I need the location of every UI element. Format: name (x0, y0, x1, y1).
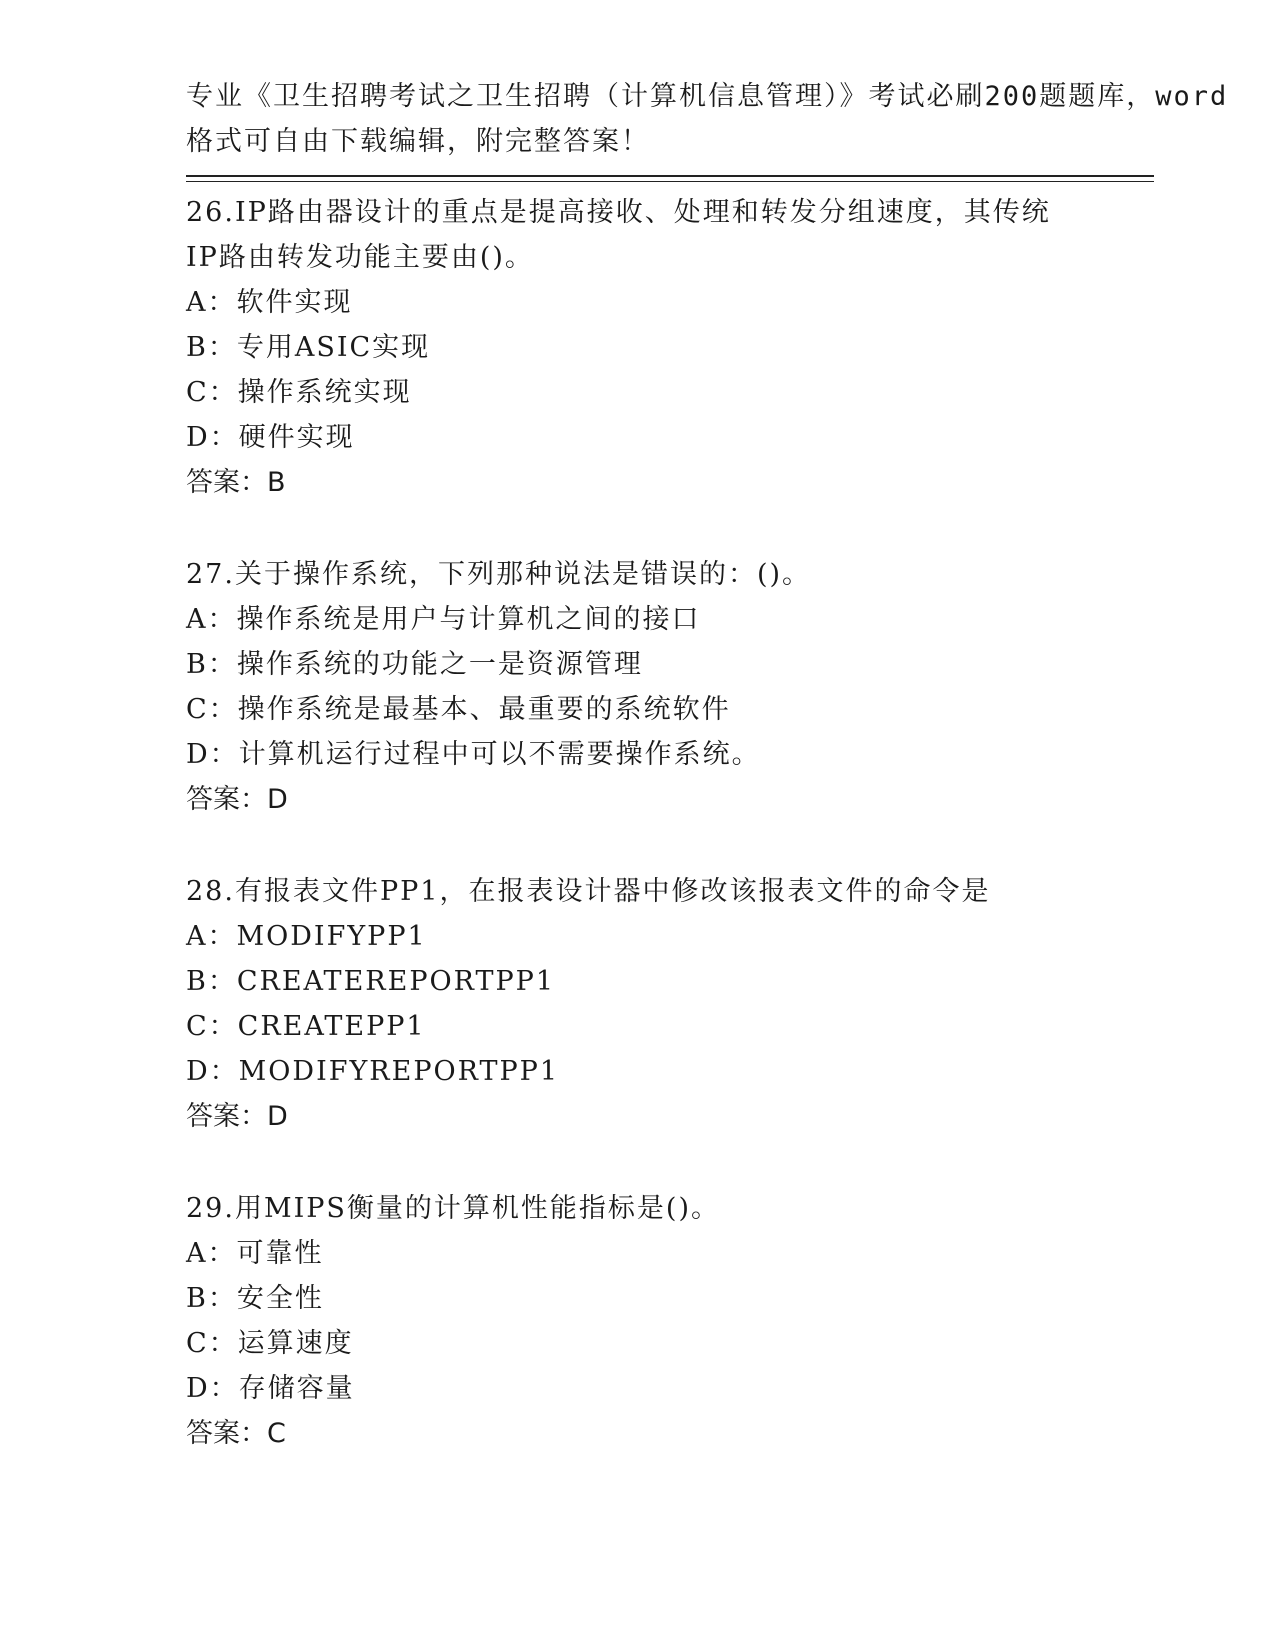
option-d: D：计算机运行过程中可以不需要操作系统。 (186, 739, 761, 770)
question-27 (186, 552, 1146, 822)
option-d: D：硬件实现 (186, 422, 355, 453)
header-line-2: 格式可自由下载编辑，附完整答案！ (186, 126, 650, 157)
header-rule-thin (186, 181, 1154, 182)
question-stem: 26.IP路由器设计的重点是提高接收、处理和转发分组速度，其传统 (186, 197, 1051, 228)
question-stem: 29.用MIPS衡量的计算机性能指标是()。 (186, 1193, 720, 1224)
question-29 (186, 1186, 1146, 1456)
option-c: C：操作系统实现 (186, 377, 412, 408)
header-line-1: 专业《卫生招聘考试之卫生招聘（计算机信息管理）》考试必刷200题题库，word (186, 81, 1229, 112)
option-d: D：MODIFYREPORTPP1 (186, 1056, 560, 1087)
answer: 答案：D (186, 784, 288, 815)
option-d: D：存储容量 (186, 1373, 355, 1404)
option-b: B：操作系统的功能之一是资源管理 (186, 649, 643, 680)
option-c: C：CREATEPP1 (186, 1011, 426, 1042)
option-c: C：操作系统是最基本、最重要的系统软件 (186, 694, 731, 725)
option-b: B：专用ASIC实现 (186, 332, 431, 363)
question-stem: 28.有报表文件PP1，在报表设计器中修改该报表文件的命令是 (186, 876, 991, 907)
option-a: A：操作系统是用户与计算机之间的接口 (186, 604, 701, 635)
question-list (186, 190, 1146, 1456)
answer: 答案：B (186, 467, 286, 498)
header-rule-thick (186, 175, 1154, 177)
question-26 (186, 190, 1146, 505)
document-header (186, 74, 1229, 164)
option-a: A：软件实现 (186, 287, 353, 318)
question-stem: IP路由转发功能主要由()。 (186, 242, 534, 273)
question-stem: 27.关于操作系统，下列那种说法是错误的：()。 (186, 559, 812, 590)
option-b: B：CREATEREPORTPP1 (186, 966, 555, 997)
question-28 (186, 869, 1146, 1139)
option-a: A：MODIFYPP1 (186, 921, 427, 952)
answer: 答案：C (186, 1418, 286, 1449)
option-b: B：安全性 (186, 1283, 324, 1314)
option-c: C：运算速度 (186, 1328, 354, 1359)
answer: 答案：D (186, 1101, 288, 1132)
option-a: A：可靠性 (186, 1238, 324, 1269)
